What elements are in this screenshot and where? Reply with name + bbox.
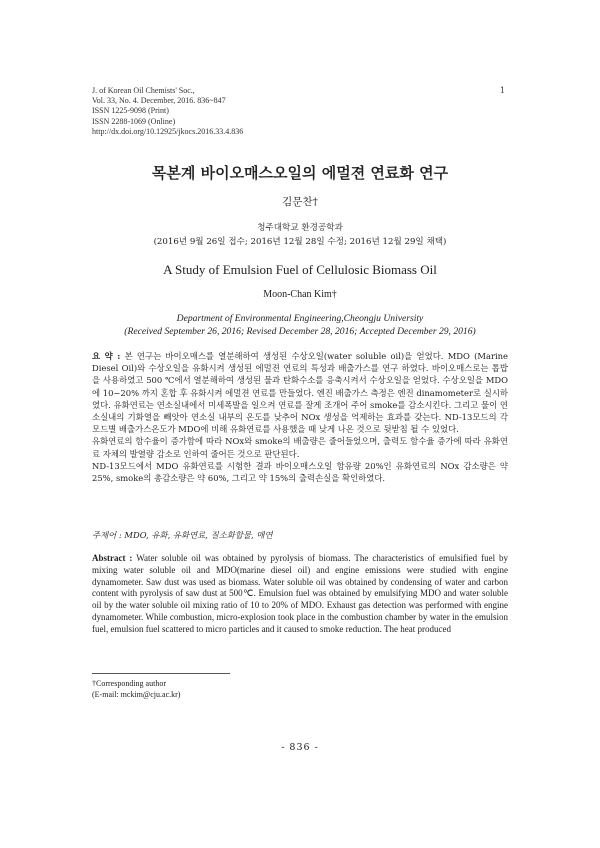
journal-volume: Vol. 33, No. 4. December, 2016. 836~847: [92, 96, 226, 106]
page-number-bottom: - 836 -: [281, 742, 319, 753]
abstract-english-text: Water soluble oil was obtained by pyrolysis of biomass. The characteristics of emulsified fuel by mixing water soluble oil and MDO(marine diesel oil) and engine emissions were studied with engine dynamometer. Saw dust was used as biomass. Water soluble oil was obtained by condensing of water and carbon content with pyrolysis of saw dust at 500℃. Emulsion fuel was obtained by emulsifying MDO and water soluble oil by the water soluble oil mixing ratio of 10 to 20% of MDO. Exhaust gas detection was performed with engine dynamometer. While combustion, micro-explosion took place in the combustion chamber by water in the emulsion fuel, emulsion fuel scattered to micro particles and it caused to smoke reduction. The heat produced: [92, 553, 508, 634]
journal-meta: [92, 86, 243, 137]
title-korean: 목본계 바이오매스오일의 에멀젼 연료화 연구: [151, 164, 449, 182]
abstract-korean-p2: 유화연료의 함수율이 증가함에 따라 NOx와 smoke의 배출량은 줄어들었으며, 출력도 함수율 증가에 따라 유화연료 자체의 발열량 감소로 인하여 줄어든 것으로 판단된다.: [92, 436, 508, 459]
author-english: Moon-Chan Kim†: [263, 289, 337, 300]
page-number-top: 1: [499, 86, 505, 95]
issn-online: ISSN 2288-1069 (Online): [92, 116, 176, 126]
author-korean: 김문찬†: [282, 196, 318, 208]
abstract-korean-p1: [92, 350, 508, 435]
dates-korean: (2016년 9월 26일 접수; 2016년 12월 28일 수정; 2016년 12월 29일 채택): [153, 237, 447, 247]
abstract-korean-label: 요 약 :: [92, 351, 121, 361]
affiliation-korean: 청주대학교 환경공학과: [257, 223, 343, 233]
title-english: A Study of Emulsion Fuel of Cellulosic Biomass Oil: [163, 262, 437, 277]
footnote-divider: [92, 673, 230, 674]
dates-english: (Received September 26, 2016; Revised December 28, 2016; Accepted December 29, 2016): [124, 326, 476, 337]
abstract-korean-p3: ND-13모드에서 MDO 유화연료를 시험한 결과 바이오매스오일 함유량 20%인 유화연료의 NOx 감소량은 약 25%, smoke의 총감소량은 약 60%, 그리고 약 15%의 출력손실을 확인하였다.: [92, 460, 508, 484]
footnote-email: (E-mail: mckim@cju.ac.kr): [92, 690, 181, 699]
affiliation-english: Department of Environmental Engineering,Cheongju University: [176, 313, 424, 324]
doi-link[interactable]: http://dx.doi.org/10.12925/jkocs.2016.33.4.836: [92, 126, 244, 136]
keywords-korean: 주제어 : MDO, 유화, 유화연료, 질소화합물, 매연: [92, 530, 273, 540]
abstract-english-label: Abstract :: [92, 553, 133, 563]
footnote-corresponding: †Corresponding author: [92, 679, 166, 688]
abstract-english: [92, 553, 508, 636]
footnote: [92, 678, 180, 700]
abstract-korean: [92, 350, 508, 484]
issn-print: ISSN 1225-9098 (Print): [92, 106, 169, 116]
abstract-korean-p1-text: 본 연구는 바이오매스를 열분해하여 생성된 수상오일(water soluble oil)을 얻었다. MDO (Marine Diesel Oil)와 수상오일을 유화시켜 생성된 에멀젼 연료의 특성과 배출가스를 연구 하였다. 바이오매스로는 톱밥을 사용하였고 500 ℃에서 열분해하여 생성된 물과 탄화수소를 응축시켜서 수상오일을 얻었다. 수상오일을 MDO에 10~20% 까지 혼합 후 유화시켜 에멀젼 연료를 만들었다. 엔진 배출가스 측정은 엔진 dinamometer로 실시하였다. 유화연료는 연소실내에서 미세폭발을 일으켜 연료를 잘게 조개어 주어 smoke를 감소시킨다. 그리고 물이 연소실내의 기화열을 빼앗아 연소실 내부의 온도를 낮추어 NOx 생성을 억제하는 효과를 갖는다. ND-13모드의 각 모드별 배출가스온도가 MDO에 비해 유화연료를 사용했을 때 낮게 나온 것으로 뒷받침 될 수 있었다.: [92, 351, 509, 435]
journal-name: J. of Korean Oil Chemists' Soc.,: [92, 86, 195, 95]
